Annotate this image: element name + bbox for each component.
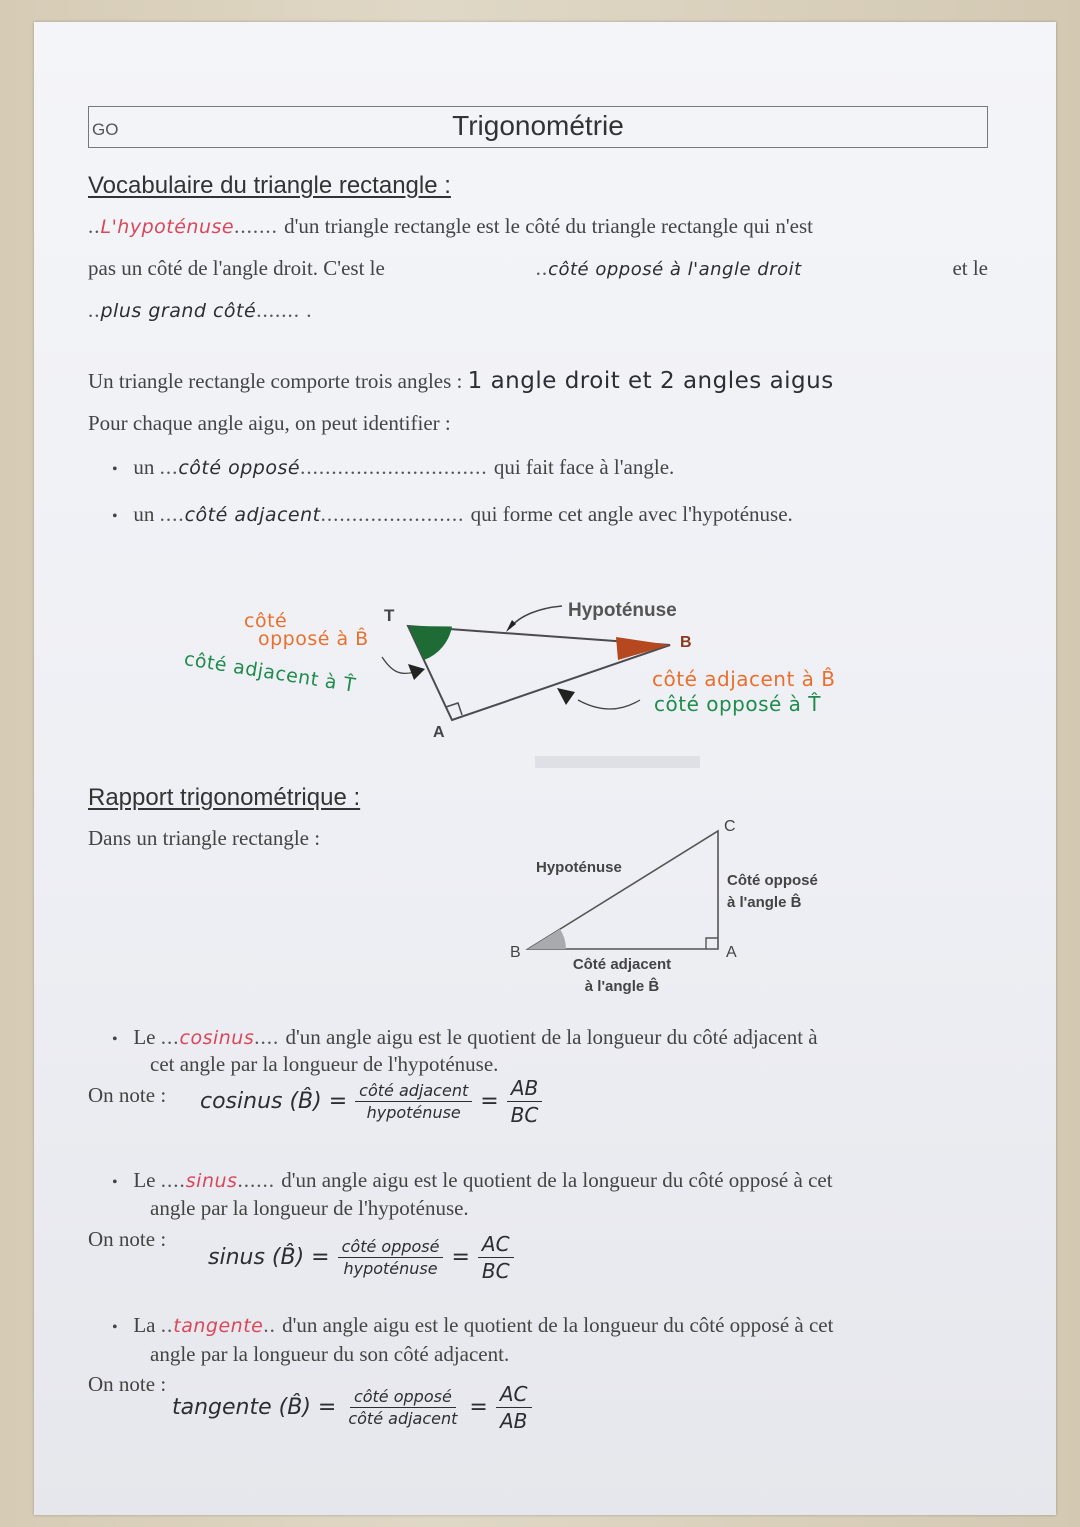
bullet-icon: • bbox=[112, 508, 118, 525]
static-text: et le bbox=[952, 256, 988, 280]
section-heading-rapport: Rapport trigonométrique : bbox=[88, 784, 361, 811]
bullet-icon: • bbox=[112, 1319, 118, 1336]
fraction-words bbox=[338, 1237, 444, 1278]
handwritten-answer: 1 angle droit et 2 angles aigus bbox=[467, 368, 834, 394]
bullet-item-adjacent bbox=[112, 502, 793, 527]
formula-function: sinus (B̂) = bbox=[208, 1245, 330, 1270]
equals-sign: = bbox=[480, 1089, 499, 1114]
static-text: d'un triangle rectangle est le côté du triangle rectangle qui n'est bbox=[284, 214, 813, 238]
fill-dots: .. bbox=[160, 1313, 174, 1337]
vertex-label-a: A bbox=[433, 724, 445, 741]
definition-cosinus-line2: cet angle par la longueur de l'hypoténuse. bbox=[150, 1052, 499, 1076]
static-text: un bbox=[133, 455, 155, 479]
fraction-words bbox=[344, 1387, 461, 1428]
adjacent-side-label-line1: Côté adjacent bbox=[572, 956, 672, 973]
numerator: AB bbox=[507, 1076, 542, 1102]
fill-dots: .... bbox=[159, 502, 185, 526]
fraction-letters bbox=[507, 1076, 543, 1127]
hypotenuse-label-2: Hypoténuse bbox=[536, 859, 622, 876]
handwritten-answer: tangente bbox=[173, 1315, 264, 1337]
definition-tangente bbox=[112, 1313, 833, 1338]
adjacent-side-label bbox=[560, 954, 684, 998]
handwritten-answer: plus grand côté bbox=[100, 300, 257, 322]
formula-sinus bbox=[208, 1232, 514, 1283]
handwritten-answer: cosinus bbox=[179, 1027, 255, 1049]
static-text: Le bbox=[133, 1025, 156, 1049]
opposite-side-label-line1: Côté opposé bbox=[727, 872, 818, 889]
definition-tangente-line2: angle par la longueur du son côté adjacent. bbox=[150, 1342, 510, 1366]
denominator: AB bbox=[499, 1409, 528, 1433]
definition-sinus-line2: angle par la longueur de l'hypoténuse. bbox=[150, 1196, 469, 1220]
static-text: d'un angle aigu est le quotient de la longueur du côté opposé à cet bbox=[281, 1168, 833, 1192]
fraction-letters bbox=[496, 1382, 532, 1433]
opposite-side-label-line2: à l'angle B̂ bbox=[727, 894, 802, 911]
denominator: côté adjacent bbox=[348, 1409, 458, 1428]
hypotenuse-label: Hypoténuse bbox=[568, 600, 677, 621]
formula-cosinus bbox=[200, 1076, 542, 1127]
fraction-words bbox=[355, 1081, 472, 1122]
denominator: BC bbox=[510, 1103, 539, 1127]
static-text: un bbox=[133, 502, 155, 526]
denominator: hypoténuse bbox=[343, 1259, 438, 1278]
vertex-label-b: B bbox=[680, 634, 692, 651]
vertex-label-b2: B bbox=[510, 944, 521, 961]
denominator: hypoténuse bbox=[366, 1103, 461, 1122]
numerator: AC bbox=[478, 1232, 514, 1258]
fill-dots: .... bbox=[160, 1168, 186, 1192]
numerator: côté opposé bbox=[350, 1387, 456, 1408]
rapport-intro: Dans un triangle rectangle : bbox=[88, 826, 321, 850]
static-text: qui fait face à l'angle. bbox=[493, 455, 675, 479]
fill-dots: ... bbox=[160, 1025, 180, 1049]
handwritten-answer: côté opposé bbox=[178, 457, 301, 479]
handwritten-answer: L'hypoténuse bbox=[100, 216, 235, 238]
static-text: Un triangle rectangle comporte trois angles : bbox=[88, 369, 463, 393]
denominator: BC bbox=[481, 1259, 510, 1283]
handwritten-answer: côté opposé à l'angle droit bbox=[548, 259, 802, 280]
note-label-cosinus: On note : bbox=[88, 1083, 167, 1107]
annotation-adjacent-t: côté adjacent à T̂ bbox=[182, 648, 358, 697]
equals-sign: = bbox=[469, 1395, 488, 1420]
fill-dots: ....................... bbox=[320, 502, 471, 526]
fill-dots: .... bbox=[254, 1025, 286, 1049]
section-heading-vocabulaire: Vocabulaire du triangle rectangle : bbox=[88, 172, 451, 199]
fill-dots: ...... bbox=[237, 1168, 282, 1192]
bullet-item-opposite bbox=[112, 455, 674, 480]
bullet-icon: • bbox=[112, 1031, 118, 1048]
annotation-oppose-t: côté opposé à T̂ bbox=[654, 692, 822, 716]
angles-line bbox=[88, 368, 834, 394]
static-text: d'un angle aigu est le quotient de la longueur du côté adjacent à bbox=[285, 1025, 818, 1049]
fill-dots: .. bbox=[88, 298, 101, 322]
static-text: d'un angle aigu est le quotient de la longueur du côté opposé à cet bbox=[282, 1313, 834, 1337]
annotation-adjacent-b: côté adjacent à B̂ bbox=[652, 667, 836, 691]
page-title: Trigonométrie bbox=[452, 110, 624, 141]
fill-dots: .. bbox=[535, 256, 549, 280]
definition-line-3 bbox=[88, 298, 312, 323]
formula-tangente bbox=[172, 1382, 532, 1433]
numerator: côté opposé bbox=[338, 1237, 444, 1258]
note-label-sinus: On note : bbox=[88, 1227, 167, 1251]
handwritten-answer: sinus bbox=[185, 1170, 238, 1192]
annotation-cote: côté bbox=[244, 610, 288, 632]
formula-function: tangente (B̂) = bbox=[172, 1395, 337, 1420]
fill-dots: ....... bbox=[234, 214, 285, 238]
static-text: Le bbox=[133, 1168, 156, 1192]
formula-function: cosinus (B̂) = bbox=[200, 1089, 348, 1114]
adjacent-side-label-line2: à l'angle B̂ bbox=[584, 978, 660, 995]
fill-dots: .. bbox=[263, 1313, 283, 1337]
definition-cosinus bbox=[112, 1025, 818, 1050]
fill-dots: .............................. bbox=[300, 455, 494, 479]
bullet-icon: • bbox=[112, 1174, 118, 1191]
identify-line: Pour chaque angle aigu, on peut identifier : bbox=[88, 411, 451, 435]
bullet-icon: • bbox=[112, 461, 118, 478]
numerator: côté adjacent bbox=[355, 1081, 472, 1102]
numerator: AC bbox=[496, 1382, 532, 1408]
opposite-side-label bbox=[727, 870, 818, 914]
document-code: GO bbox=[92, 120, 119, 139]
definition-sinus bbox=[112, 1168, 833, 1193]
vertex-label-c: C bbox=[724, 818, 736, 835]
vertex-label-a2: A bbox=[726, 944, 737, 961]
static-text: pas un côté de l'angle droit. C'est le bbox=[88, 256, 385, 280]
fraction-letters bbox=[478, 1232, 514, 1283]
vertex-label-t: T bbox=[384, 606, 395, 625]
handwritten-answer: côté adjacent bbox=[184, 504, 321, 526]
fill-dots: .. bbox=[88, 214, 101, 238]
static-text: La bbox=[133, 1313, 156, 1337]
equals-sign: = bbox=[451, 1245, 470, 1270]
fill-dots: ... bbox=[159, 455, 179, 479]
definition-line-1 bbox=[88, 214, 813, 239]
fill-dots: ....... . bbox=[256, 298, 313, 322]
triangle-abc-diagram bbox=[520, 815, 730, 965]
note-label-tangente: On note : bbox=[88, 1372, 167, 1396]
static-text: qui forme cet angle avec l'hypoténuse. bbox=[470, 502, 793, 526]
annotation-oppose-b: opposé à B̂ bbox=[258, 628, 369, 650]
definition-line-2 bbox=[88, 256, 988, 281]
